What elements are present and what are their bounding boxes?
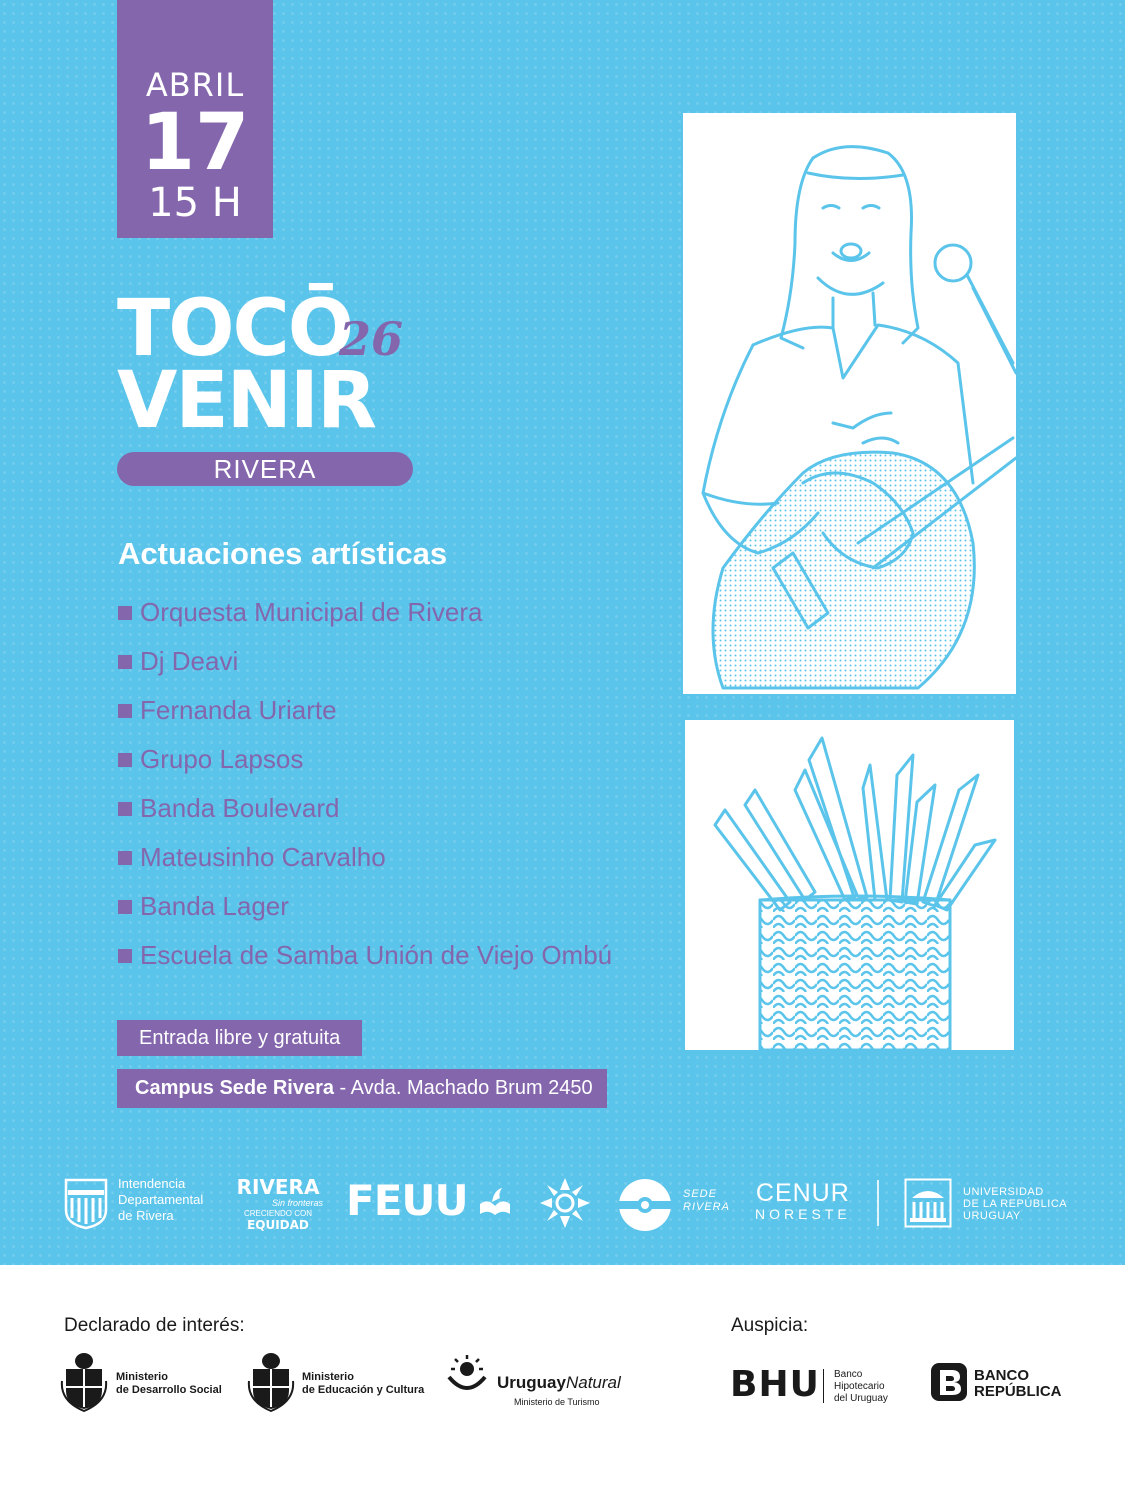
list-item	[118, 588, 612, 637]
singer-illustration	[683, 113, 1016, 694]
list-item	[118, 931, 612, 980]
intendencia-shield-icon	[64, 1178, 108, 1230]
list-item	[118, 882, 612, 931]
divider	[823, 1369, 824, 1403]
pencils-basket-icon	[685, 720, 1014, 1050]
bhu-text: Banco Hipotecario del Uruguay	[834, 1369, 888, 1404]
section-title: Actuaciones artísticas	[118, 536, 448, 571]
list-item	[118, 833, 612, 882]
sede-rivera-logo: SEDE RIVERA	[683, 1188, 730, 1213]
acts-list	[118, 588, 612, 980]
square-bullet-icon	[118, 606, 132, 620]
bhu-logo: BHU	[730, 1364, 820, 1405]
date-day: 17	[140, 98, 250, 188]
sede-rivera-circle-icon	[618, 1178, 672, 1232]
pencils-illustration	[685, 720, 1014, 1050]
udelar-logo: UNIVERSIDAD DE LA REPÚBLICA URUGUAY	[963, 1186, 1068, 1222]
sponsor-label: Auspicia:	[731, 1315, 809, 1336]
act-name: Orquesta Municipal de Rivera	[140, 597, 483, 627]
cenur-logo: CENUR NORESTE	[755, 1179, 851, 1222]
list-item	[118, 735, 612, 784]
intendencia-logo: Intendencia Departamental de Rivera	[118, 1176, 204, 1223]
circular-emblem-icon	[536, 1174, 594, 1232]
square-bullet-icon	[118, 753, 132, 767]
list-item	[118, 637, 612, 686]
coat-of-arms-icon	[247, 1351, 295, 1413]
footer	[0, 1265, 1125, 1500]
logo-year: 26	[339, 312, 404, 366]
square-bullet-icon	[118, 900, 132, 914]
declared-label: Declarado de interés:	[64, 1315, 245, 1336]
logo-line2: VENIR	[117, 356, 376, 446]
act-name: Escuela de Samba Unión de Viejo Ombú	[140, 940, 613, 970]
singer-guitar-icon	[683, 113, 1016, 694]
square-bullet-icon	[118, 949, 132, 963]
uruguay-natural-logo: UruguayNatural	[497, 1373, 621, 1392]
brou-logo: BANCO REPÚBLICA	[974, 1367, 1062, 1400]
act-name: Fernanda Uriarte	[140, 695, 337, 725]
venue-address: - Avda. Machado Brum 2450	[333, 1077, 593, 1099]
square-bullet-icon	[118, 851, 132, 865]
feuu-logo: FEUU	[346, 1176, 468, 1225]
act-name: Banda Lager	[140, 891, 289, 921]
act-name: Banda Boulevard	[140, 793, 340, 823]
ministerio-turismo: Ministerio de Turismo	[514, 1397, 600, 1407]
list-item	[118, 784, 612, 833]
logo-line1: TOCŌ	[117, 284, 353, 374]
divider	[877, 1180, 879, 1226]
rivera-logo: RIVERA Sin fronteras CRECIENDO CON EQUIDAD	[236, 1175, 323, 1232]
list-item	[118, 686, 612, 735]
date-hour: 15 H	[148, 180, 242, 226]
date-month: ABRIL	[145, 66, 245, 104]
venue-badge	[117, 1069, 607, 1108]
entry-badge: Entrada libre y gratuita	[117, 1020, 362, 1056]
book-dove-icon	[478, 1184, 512, 1218]
square-bullet-icon	[118, 802, 132, 816]
venue-name: Campus Sede Rivera	[135, 1077, 334, 1099]
square-bullet-icon	[118, 704, 132, 718]
brou-icon	[930, 1362, 968, 1402]
date-box	[117, 0, 273, 238]
city-badge: RIVERA	[117, 452, 413, 486]
act-name: Mateusinho Carvalho	[140, 842, 386, 872]
sponsor-logos	[0, 1170, 1125, 1240]
coat-of-arms-icon	[60, 1351, 108, 1413]
square-bullet-icon	[118, 655, 132, 669]
act-name: Dj Deavi	[140, 646, 239, 676]
mides-logo: Ministerio de Desarrollo Social	[116, 1371, 222, 1396]
mec-logo: Ministerio de Educación y Cultura	[302, 1371, 425, 1396]
sun-icon	[445, 1353, 489, 1397]
act-name: Grupo Lapsos	[140, 744, 304, 774]
university-building-icon	[904, 1178, 952, 1228]
